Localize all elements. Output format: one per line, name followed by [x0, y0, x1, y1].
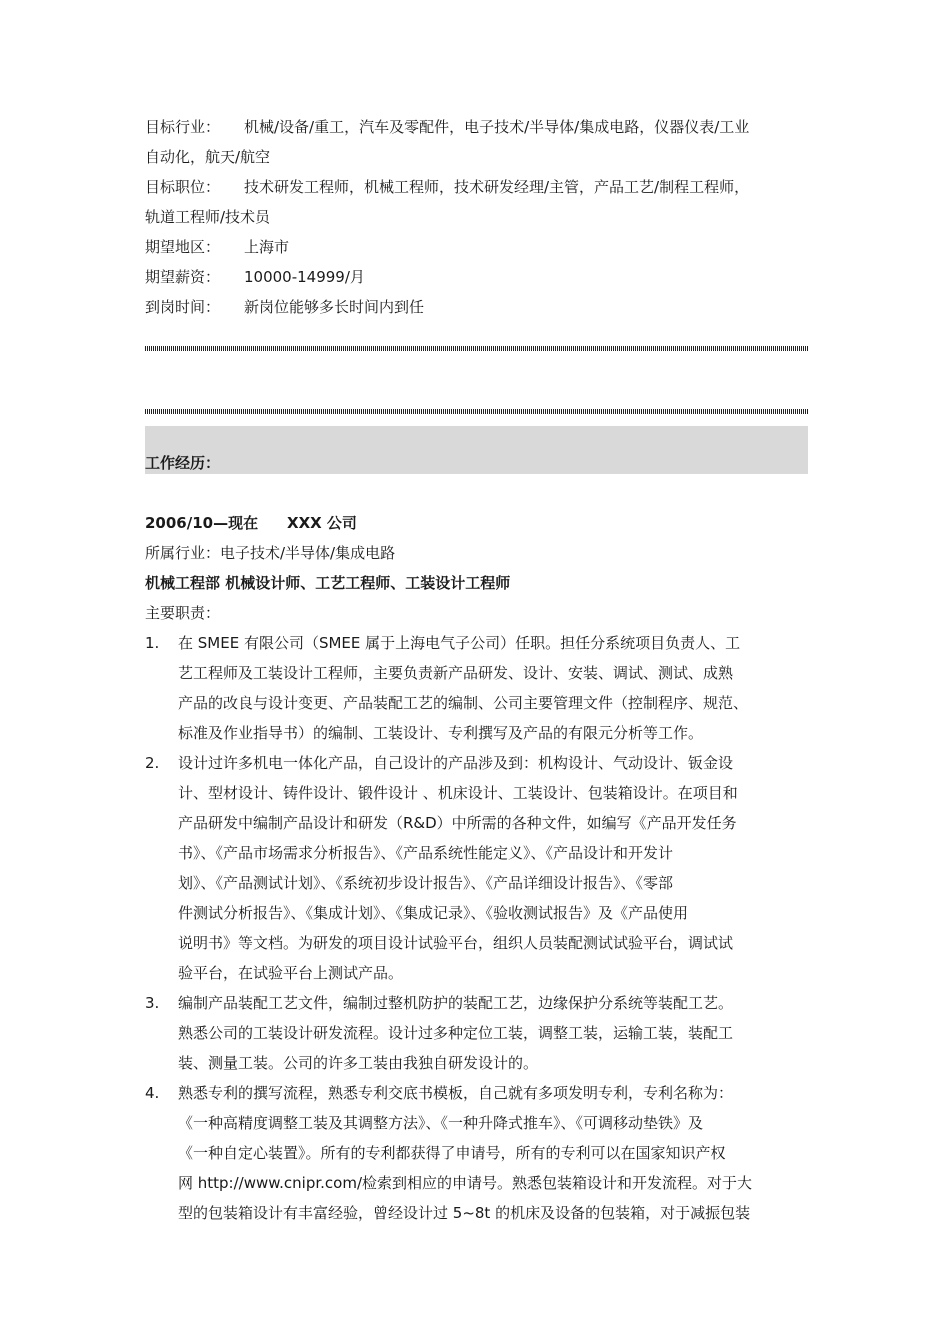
duty-text-line: 《一种高精度调整工装及其调整方法》、《一种升降式推车》、《可调移动垫铁》及 [178, 1114, 704, 1132]
divider-rule-top [145, 346, 808, 351]
job-title: 机械工程部 机械设计师、工艺工程师、工装设计工程师 [145, 574, 511, 592]
duty-text-line: 说明书》等文档。为研发的项目设计试验平台，组织人员装配测试试验平台，调试试 [178, 934, 734, 952]
duty-text-line: 标准及作业指导书）的编制、工装设计、专利撰写及产品的有限元分析等工作。 [178, 724, 704, 742]
resume-page [145, 112, 808, 1222]
duty-text-line: 验平台，在试验平台上测试产品。 [178, 964, 404, 982]
expected-salary-label: 期望薪资： [145, 268, 221, 286]
duty-text-line: 艺工程师及工装设计工程师，主要负责新产品研发、设计、安装、调试、测试、成熟 [178, 664, 734, 682]
target-industry-label: 目标行业： [145, 118, 221, 136]
duty-text-line: 网 http://www.cnipr.com/检索到相应的申请号。熟悉包装箱设计和开发流程。对于大 [178, 1174, 753, 1192]
duty-text-line: 型的包装箱设计有丰富经验，曾经设计过 5~8t 的机床及设备的包装箱，对于减振包装 [178, 1204, 751, 1222]
duty-number: 4. [145, 1084, 160, 1102]
target-position-value-line1: 技术研发工程师，机械工程师，技术研发经理/主管，产品工艺/制程工程师， [244, 178, 750, 196]
duty-number: 2. [145, 754, 160, 772]
duty-text-line: 件测试分析报告》、《集成计划》、《集成记录》、《验收测试报告》及《产品使用 [178, 904, 689, 922]
arrival-time-value: 新岗位能够多长时间内到任 [244, 298, 425, 316]
duty-item [145, 628, 808, 748]
duty-text-line: 产品研发中编制产品设计和研发（R&D）中所需的各种文件，如编写《产品开发任务 [178, 814, 737, 832]
target-industry-value-line1: 机械/设备/重工，汽车及零配件，电子技术/半导体/集成电路，仪器仪表/工业 [244, 118, 750, 136]
duties-list [145, 628, 808, 1228]
duty-text-line: 编制产品装配工艺文件，编制过整机防护的装配工艺，边缘保护分系统等装配工艺。 [178, 994, 734, 1012]
work-experience-header-bar [145, 426, 808, 474]
duty-text-line: 书》、《产品市场需求分析报告》、《产品系统性能定义》、《产品设计和开发计 [178, 844, 674, 862]
duty-text-line: 熟悉公司的工装设计研发流程。设计过多种定位工装，调整工装，运输工装，装配工 [178, 1024, 734, 1042]
expected-salary-value: 10000-14999/月 [244, 268, 365, 286]
arrival-time-row [145, 292, 808, 322]
job-entry [145, 508, 808, 1228]
job-industry: 所属行业：电子技术/半导体/集成电路 [145, 544, 396, 562]
arrival-time-label: 到岗时间： [145, 298, 221, 316]
expected-salary-row [145, 262, 808, 292]
duty-text-line: 设计过许多机电一体化产品，自己设计的产品涉及到：机构设计、气动设计、钣金设 [178, 754, 734, 772]
target-position-label: 目标职位： [145, 178, 221, 196]
expected-location-row [145, 232, 808, 262]
duty-text-line: 产品的改良与设计变更、产品装配工艺的编制、公司主要管理文件（控制程序、规范、 [178, 694, 749, 712]
duty-text-line: 计、型材设计、铸件设计、锻件设计 、机床设计、工装设计、包装箱设计。在项目和 [178, 784, 738, 802]
target-industry-value-line2: 自动化，航天/航空 [145, 148, 271, 166]
duty-number: 3. [145, 994, 160, 1012]
duty-item [145, 988, 808, 1078]
target-industry-row [145, 112, 808, 172]
duty-text-line: 划》、《产品测试计划》、《系统初步设计报告》、《产品详细设计报告》、《零部 [178, 874, 674, 892]
duty-item [145, 748, 808, 988]
job-date: 2006/10—现在 [145, 514, 259, 532]
job-duties-label: 主要职责： [145, 604, 221, 622]
duty-text-line: 装、测量工装。公司的许多工装由我独自研发设计的。 [178, 1054, 539, 1072]
job-period-line [145, 508, 808, 538]
duty-text-line: 在 SMEE 有限公司（SMEE 属于上海电气子公司）任职。担任分系统项目负责人、工 [178, 634, 741, 652]
target-position-row [145, 172, 808, 232]
duty-text-line: 熟悉专利的撰写流程，熟悉专利交底书模板，自己就有多项发明专利，专利名称为： [178, 1084, 734, 1102]
expected-location-value: 上海市 [244, 238, 290, 256]
work-experience-title: 工作经历： [145, 454, 221, 472]
duty-item [145, 1078, 808, 1228]
divider-rule-bottom [145, 409, 808, 414]
job-company: XXX 公司 [287, 514, 357, 532]
expected-location-label: 期望地区： [145, 238, 221, 256]
target-position-value-line2: 轨道工程师/技术员 [145, 208, 271, 226]
duty-number: 1. [145, 634, 160, 652]
duty-text-line: 《一种自定心装置》。所有的专利都获得了申请号，所有的专利可以在国家知识产权 [178, 1144, 726, 1162]
